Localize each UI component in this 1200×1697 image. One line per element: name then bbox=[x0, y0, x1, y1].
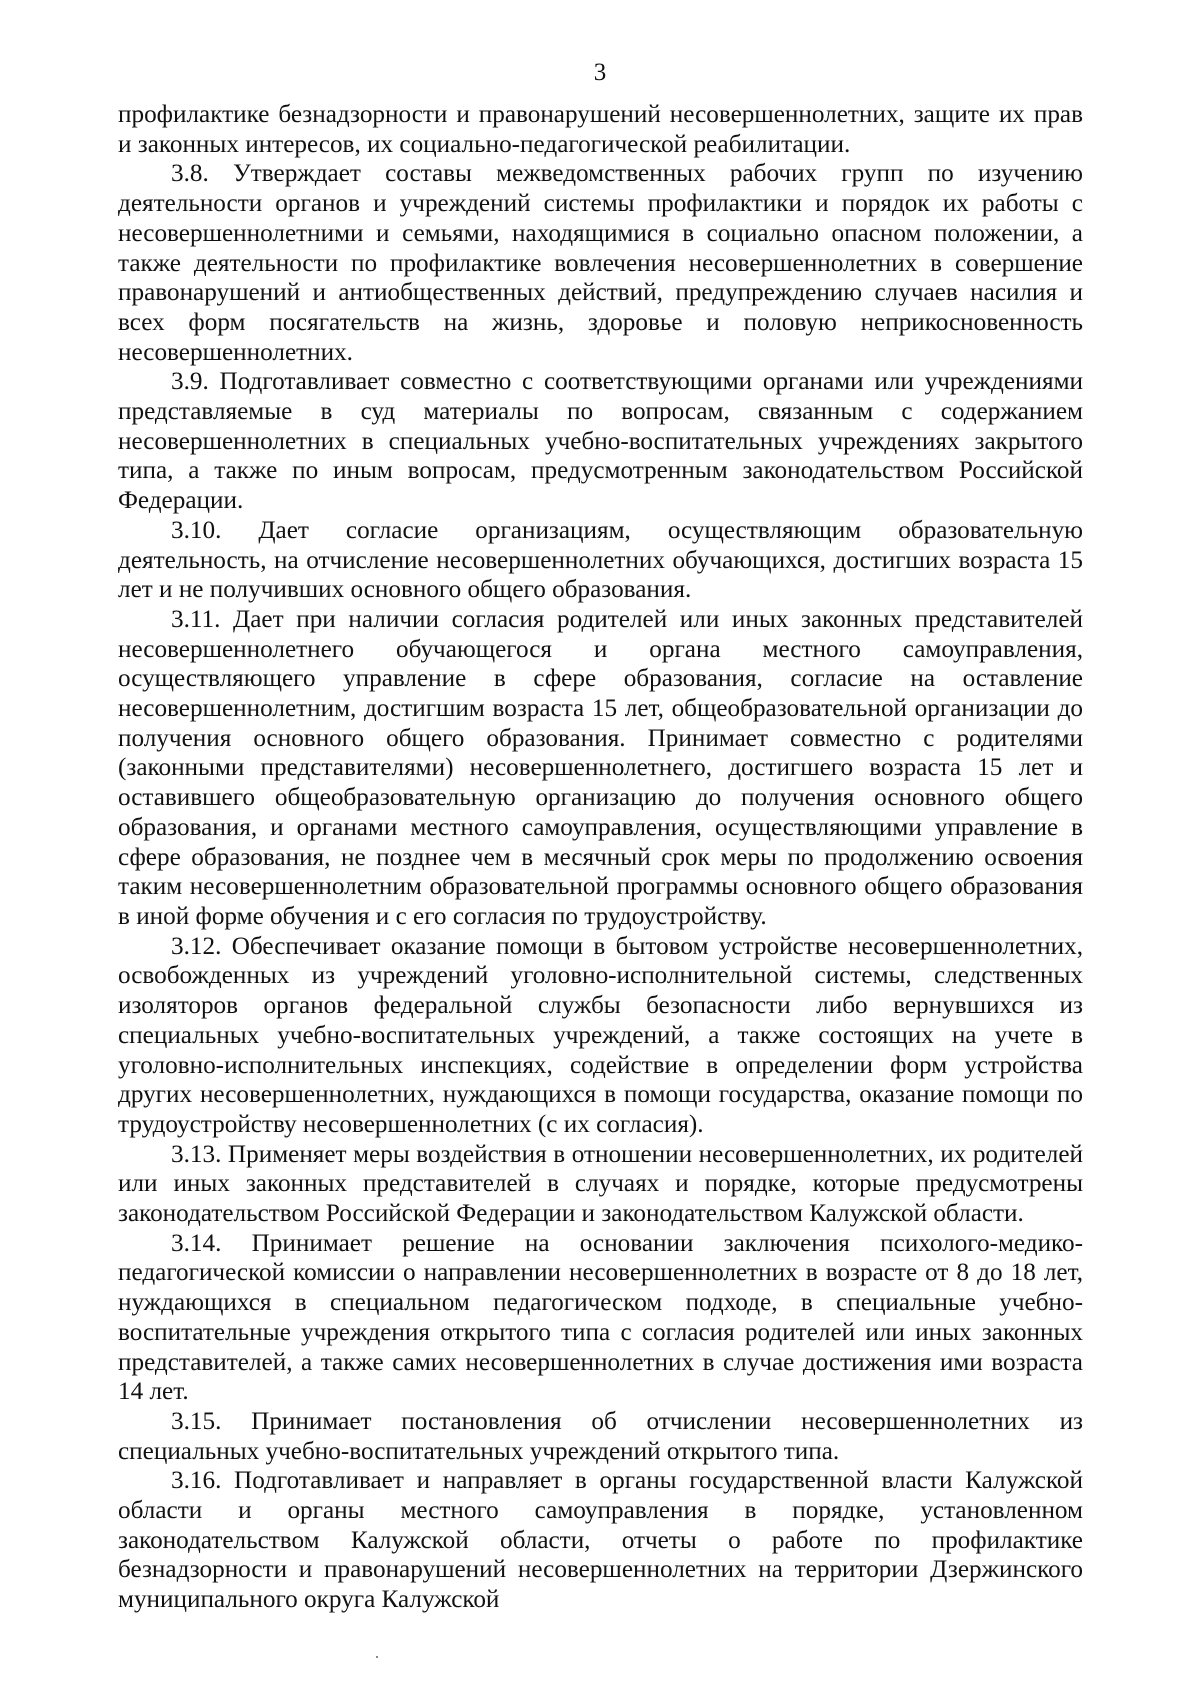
paragraph-3-12: 3.12. Обеспечивает оказание помощи в бытовом устройстве несовершеннолетних, освобожденных из учреждений уголовно-исполнительной системы, следственных изоляторов органов федеральной службы безопасности либо вернувшихся из специальных учебно-воспитательных учреждений, а также состоящих на учете в уголовно-исполнительных инспекциях, содействие в определении форм устройства других несовершеннолетних, нуждающихся в помощи государства, оказание помощи по трудоустройству несовершеннолетних (с их согласия). bbox=[118, 932, 1083, 1138]
document-body bbox=[118, 100, 1083, 1615]
paragraph-3-10: 3.10. Дает согласие организациям, осуществляющим образовательную деятельность, на отчисление несовершеннолетних обучающихся, достигших возраста 15 лет и не получивших основного общего образования. bbox=[118, 516, 1083, 604]
paragraph-3-16: 3.16. Подготавливает и направляет в органы государственной власти Калужской области и органы местного самоуправления в порядке, установленном законодательством Калужской области, отчеты о работе по профилактике безнадзорности и правонарушений несовершеннолетних на территории Дзержинского муниципального округа Калужской bbox=[118, 1467, 1083, 1614]
paragraph-3-8: 3.8. Утверждает составы межведомственных рабочих групп по изучению деятельности органов и учреждений системы профилактики и порядок их работы с несовершеннолетними и семьями, находящимися в социально опасном положении, а также деятельности по профилактике вовлечения несовершеннолетних в совершение правонарушений и антиобщественных действий, предупреждению случаев насилия и всех форм посягательств на жизнь, здоровье и половую неприкосновенность несовершеннолетних. bbox=[118, 160, 1083, 366]
paragraph-3-15: 3.15. Принимает постановления об отчислении несовершеннолетних из специальных учебно-воспитательных учреждений открытого типа. bbox=[118, 1407, 1083, 1465]
paragraph-continuation: профилактике безнадзорности и правонарушений несовершеннолетних, защите их прав и законных интересов, их социально-педагогической реабилитации. bbox=[118, 101, 1083, 158]
paragraph-3-11: 3.11. Дает при наличии согласия родителей или иных законных представителей несовершеннолетнего обучающегося и органа местного самоуправления, осуществляющего управление в сфере образования, согласие на оставление несовершеннолетним, достигшим возраста 15 лет, общеобразовательной организации до получения основного общего образования. Принимает совместно с родителями (законными представителями) несовершеннолетнего, достигшего возраста 15 лет и оставившего общеобразовательную организацию до получения основного общего образования, и органами местного самоуправления, осуществляющими управление в сфере образования, не позднее чем в месячный срок меры по продолжению освоения таким несовершеннолетним образовательной программы основного общего образования в иной форме обучения и с его согласия по трудоустройству. bbox=[118, 605, 1083, 930]
paragraph-3-9: 3.9. Подготавливает совместно с соответствующими органами или учреждениями представляемые в суд материалы по вопросам, связанным с содержанием несовершеннолетних в специальных учебно-воспитательных учреждениях закрытого типа, а также по иным вопросам, предусмотренным законодательством Российской Федерации. bbox=[118, 368, 1083, 515]
page-number: 3 bbox=[593, 59, 607, 86]
paragraph-3-14: 3.14. Принимает решение на основании заключения психолого-медико-педагогической комиссии о направлении несовершеннолетних в возрасте от 8 до 18 лет, нуждающихся в специальном педагогическом подходе, в специальные учебно-воспитательные учреждения открытого типа с согласия родителей или иных законных представителей, а также самих несовершеннолетних в случае достижения ими возраста 14 лет. bbox=[118, 1229, 1083, 1406]
scan-speck bbox=[376, 1656, 378, 1658]
paragraph-3-13: 3.13. Применяет меры воздействия в отношении несовершеннолетних, их родителей или иных законных представителей в случаях и порядке, которые предусмотрены законодательством Российской Федерации и законодательством Калужской области. bbox=[118, 1140, 1083, 1228]
